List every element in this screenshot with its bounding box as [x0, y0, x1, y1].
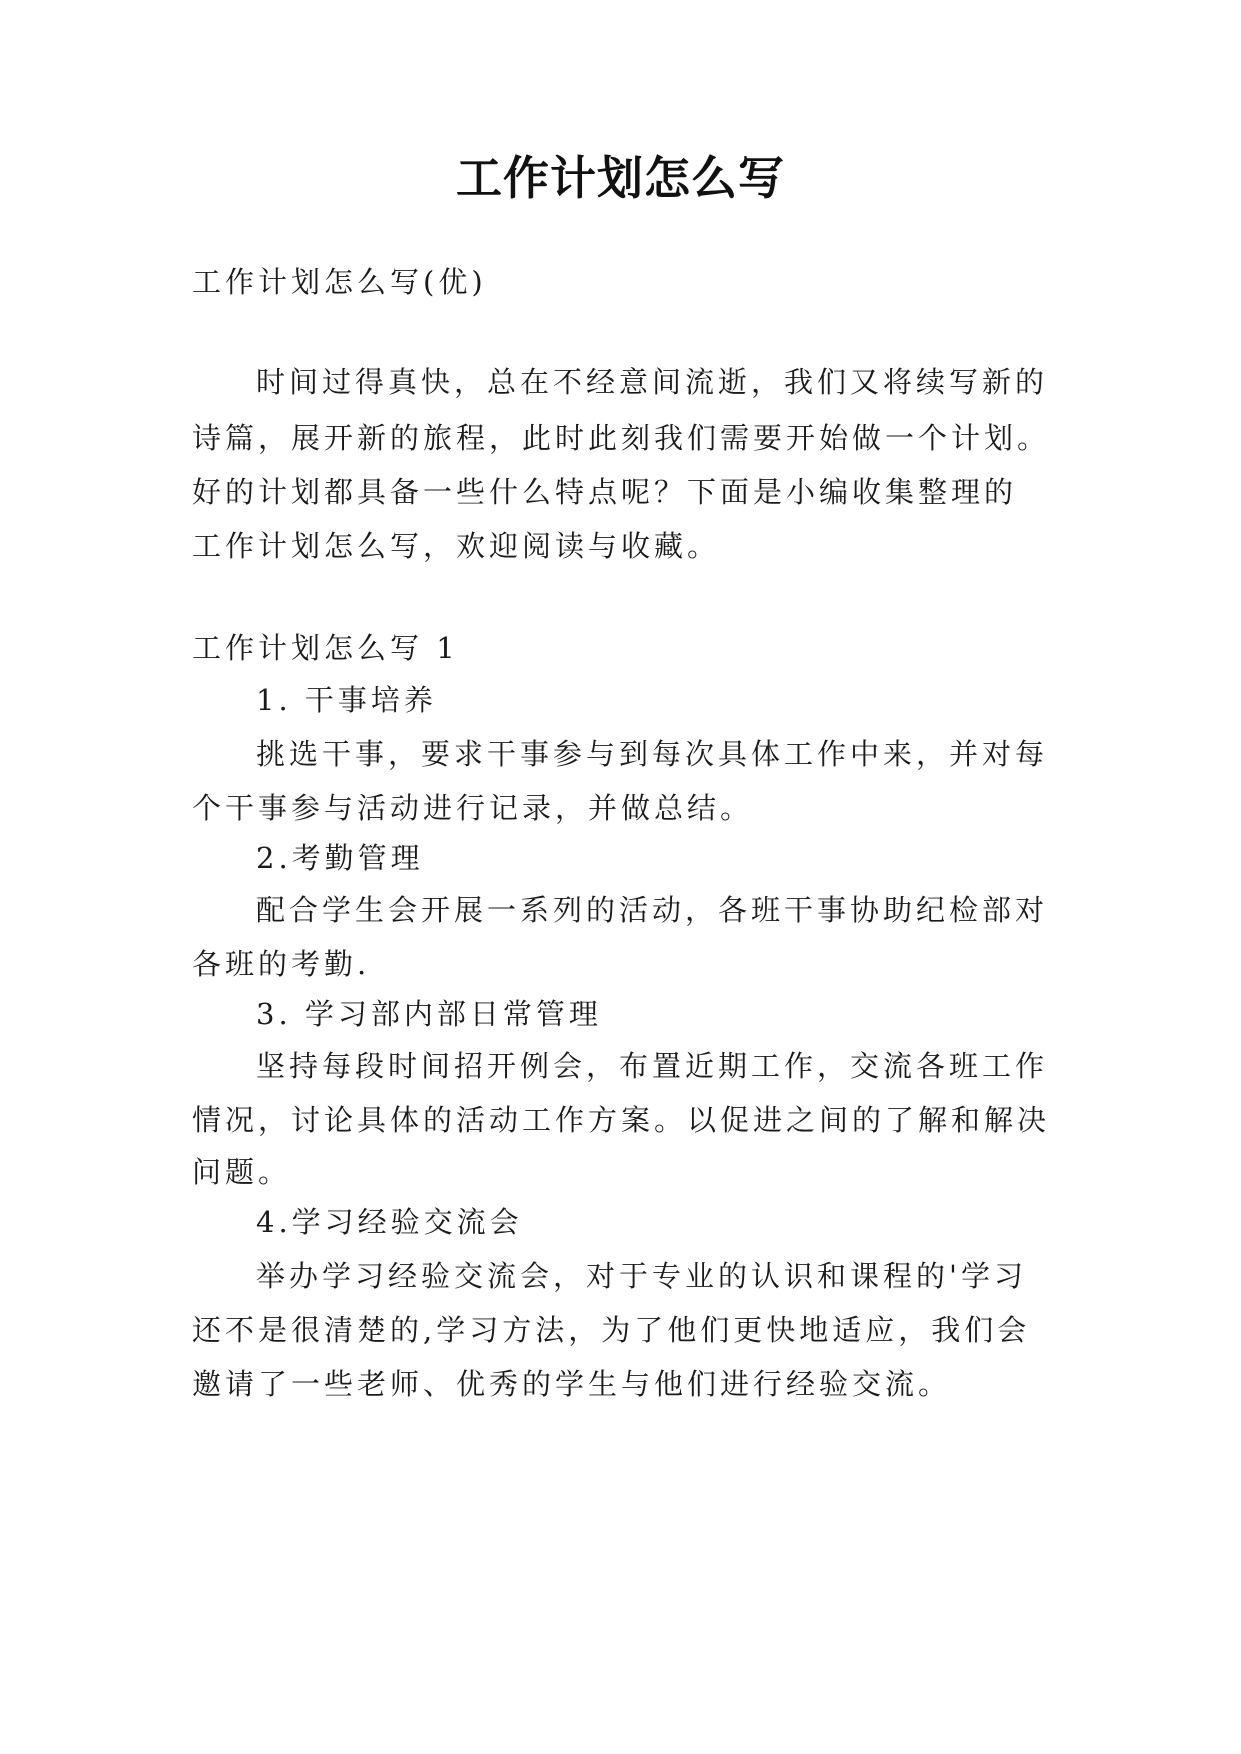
- item-body-line: 配合学生会开展一系列的活动，各班干事协助纪检部对: [256, 893, 1049, 927]
- item-body-line: 个干事参与活动进行记录，并做总结。: [192, 791, 754, 825]
- intro-line: 诗篇，展开新的旅程，此时此刻我们需要开始做一个计划。: [192, 421, 1051, 455]
- item-heading: 1. 干事培养: [256, 683, 437, 717]
- item-body-line: 各班的考勤.: [192, 947, 371, 981]
- document-subtitle: 工作计划怎么写(优): [192, 265, 487, 299]
- item-body-line: 问题。: [192, 1155, 292, 1189]
- item-body-line: 情况，讨论具体的活动工作方案。以促进之间的了解和解决: [192, 1103, 1051, 1137]
- intro-line: 工作计划怎么写，欢迎阅读与收藏。: [192, 529, 721, 563]
- intro-line: 时间过得真快，总在不经意间流逝，我们又将续写新的: [256, 365, 1049, 399]
- item-body-line: 举办学习经验交流会，对于专业的认识和课程的'学习: [256, 1259, 1027, 1293]
- item-body-line: 挑选干事，要求干事参与到每次具体工作中来，并对每: [256, 737, 1049, 771]
- item-heading: 2.考勤管理: [256, 841, 424, 875]
- item-body-line: 还不是很清楚的,学习方法，为了他们更快地适应，我们会: [192, 1313, 1031, 1347]
- intro-line: 好的计划都具备一些什么特点呢？下面是小编收集整理的: [192, 475, 1018, 509]
- item-heading: 4.学习经验交流会: [256, 1205, 523, 1239]
- item-heading: 3. 学习部内部日常管理: [256, 997, 602, 1031]
- item-body-line: 邀请了一些老师、优秀的学生与他们进行经验交流。: [192, 1367, 952, 1401]
- section-heading: 工作计划怎么写 1: [192, 631, 459, 665]
- item-body-line: 坚持每段时间招开例会，布置近期工作，交流各班工作: [256, 1049, 1049, 1083]
- document-title: 工作计划怎么写: [456, 151, 785, 205]
